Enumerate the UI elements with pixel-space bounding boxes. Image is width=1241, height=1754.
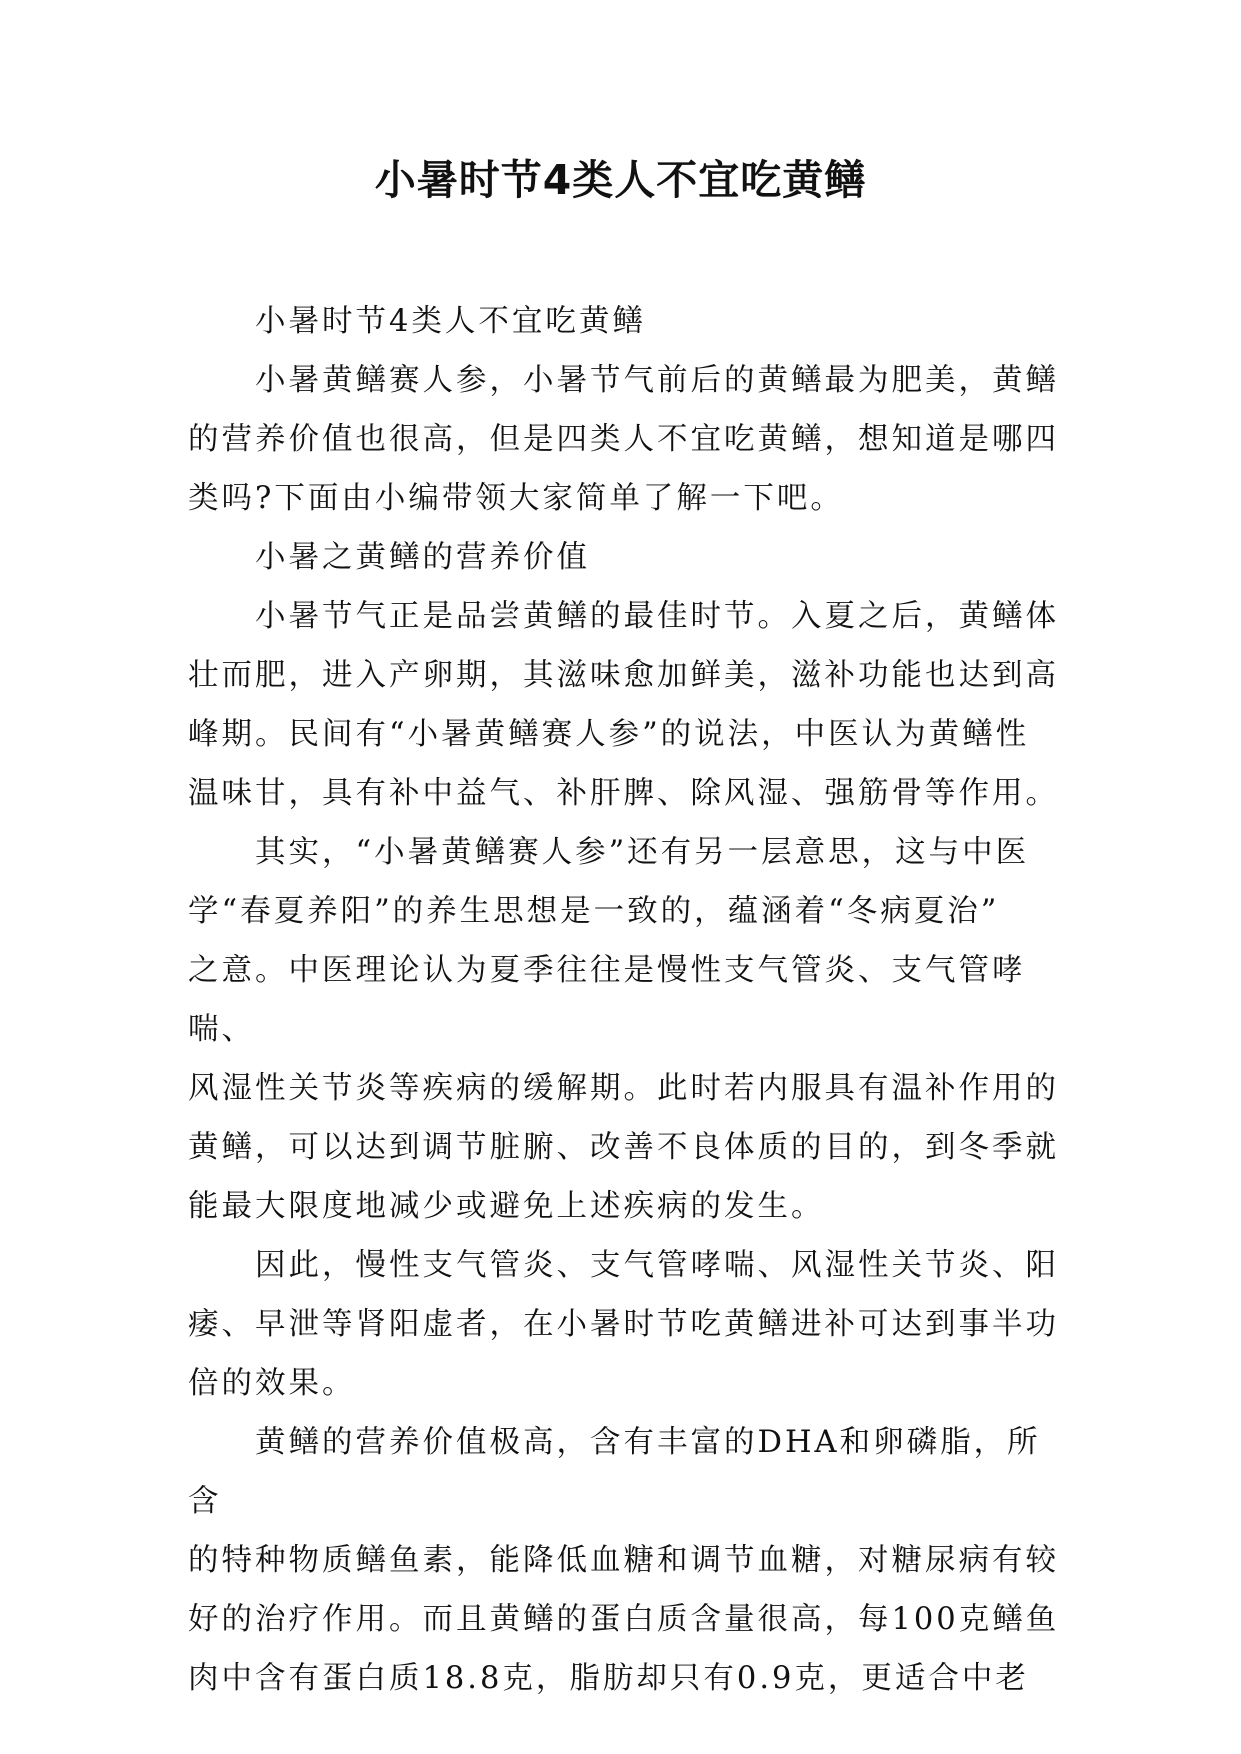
paragraph-tcm-meaning: 其实，“小暑黄鳝赛人参”还有另一层意思，这与中医 学“春夏养阳”的养生思想是一致的，蕴涵着“冬病夏治” 之意。中医理论认为夏季往往是慢性支气管炎、支气管哮喘、 风湿性关节炎等疾病的缓解期。此时若内服具有温补作用的 黄鳝，可以达到调节脏腑、改善不良体质的目的，到冬季就 能最大限度地减少或避免上述疾病的发生。 — [188, 835, 1059, 1224]
paragraph-intro: 小暑黄鳝赛人参，小暑节气前后的黄鳝最为肥美，黄鳝 的营养价值也很高，但是四类人不宜吃黄鳝，想知道是哪四 类吗?下面由小编带领大家简单了解一下吧。 — [188, 363, 1059, 516]
paragraph-subtitle: 小暑时节4类人不宜吃黄鳝 — [188, 304, 646, 339]
paragraph-section-heading: 小暑之黄鳝的营养价值 — [188, 540, 590, 575]
document-title: 小暑时节4类人不宜吃黄鳝 — [374, 156, 867, 204]
document-body — [188, 292, 1068, 1708]
paragraph-suitable-people: 因此，慢性支气管炎、支气管哮喘、风湿性关节炎、阳 痿、早泄等肾阳虚者，在小暑时节吃黄鳝进补可达到事半功 倍的效果。 — [188, 1248, 1059, 1401]
paragraph-nutrition: 黄鳝的营养价值极高，含有丰富的DHA和卵磷脂，所含 的特种物质鳝鱼素，能降低血糖和调节血糖，对糖尿病有较 好的治疗作用。而且黄鳝的蛋白质含量很高，每100克鳝鱼 肉中含有蛋白质18.8克，脂肪却只有0.9克，更适合中老 — [188, 1425, 1060, 1696]
paragraph-best-season: 小暑节气正是品尝黄鳝的最佳时节。入夏之后，黄鳝体 壮而肥，进入产卵期，其滋味愈加鲜美，滋补功能也达到高 峰期。民间有“小暑黄鳝赛人参”的说法，中医认为黄鳝性 温味甘，具有补中益气、补肝脾、除风湿、强筋骨等作用。 — [188, 599, 1059, 811]
